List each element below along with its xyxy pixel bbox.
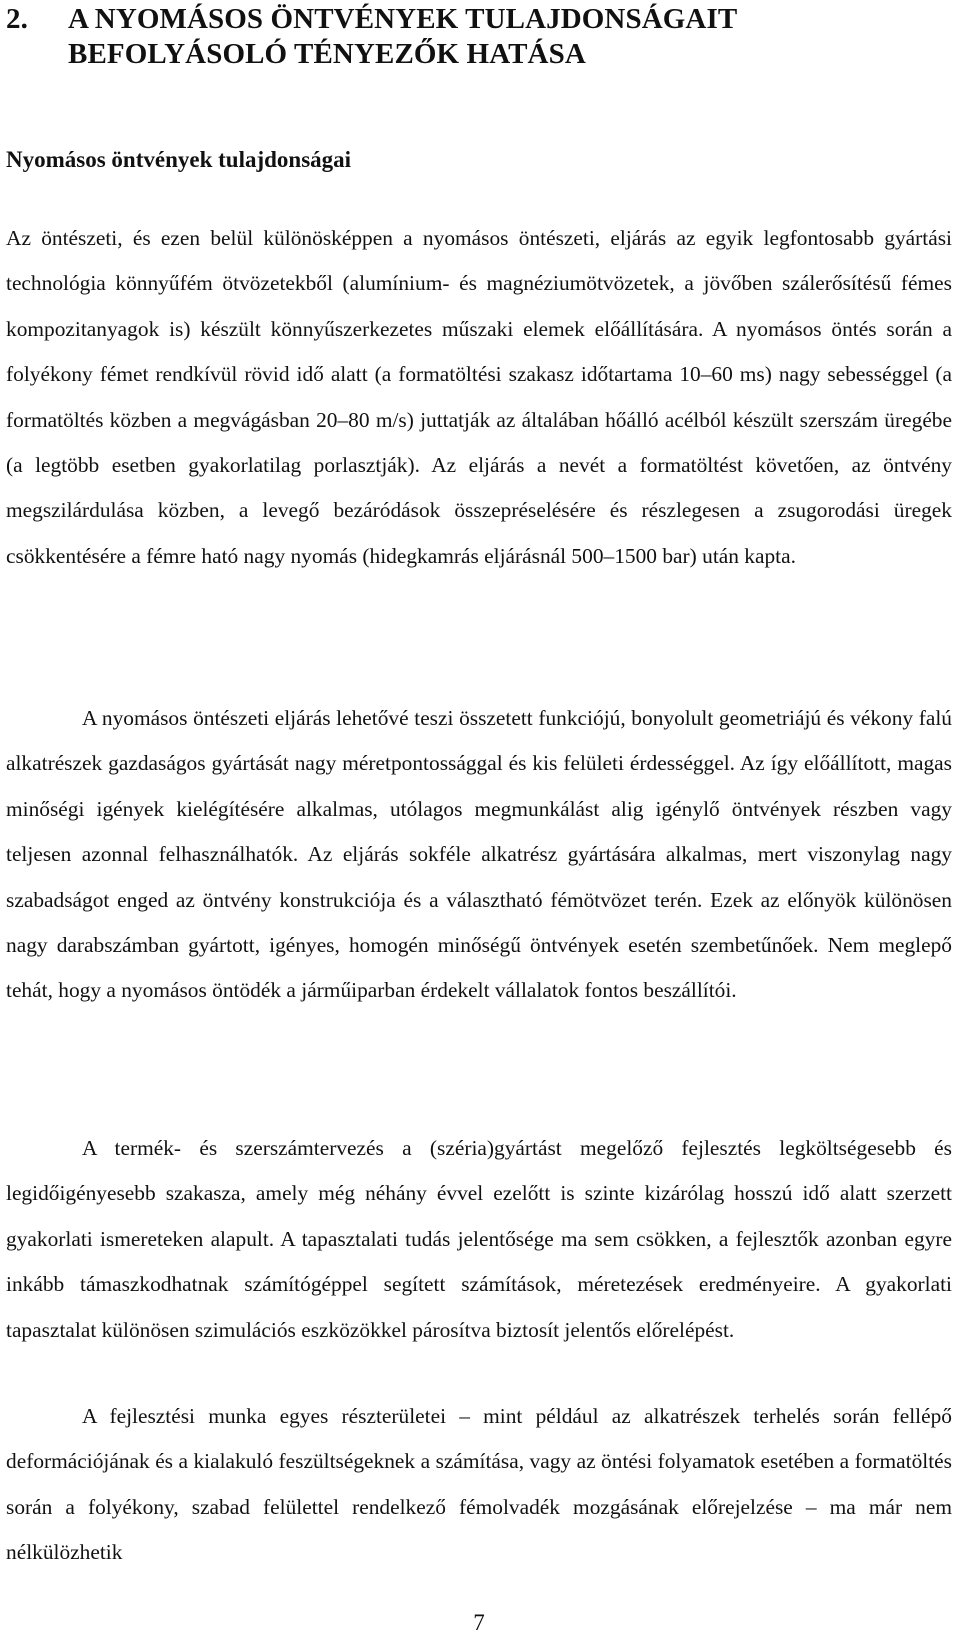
chapter-number: 2.	[6, 3, 28, 35]
paragraph-1: Az öntészeti, és ezen belül különösképpen a nyomásos öntészeti, eljárás az egyik legfontosabb gyártási technológia könnyűfém ötvözetekből (alumínium- és magnéziumötvözetek, a jövőben szálerősítésű fémes kompozitanyagok is) készült könnyűszerkezetes műszaki elemek előállítására. A nyomásos öntés során a folyékony fémet rendkívül rövid idő alatt (a formatöltési szakasz időtartama 10–60 ms) nagy sebességgel (a formatöltés közben a megvágásban 20–80 m/s) juttatják az általában hőálló acélból készült szerszám üregébe (a legtöbb esetben gyakorlatilag porlasztják). Az eljárás a nevét a formatöltést követően, az öntvény megszilárdulása közben, a levegő bezáródások összepréselésére és részlegesen a zsugorodási üregek csökkentésére a fémre ható nagy nyomás (hidegkamrás eljárásnál 500–1500 bar) után kapta.	[6, 226, 952, 568]
paragraph-4: A fejlesztési munka egyes részterületei – mint például az alkatrészek terhelés során fellépő deformációjának és a kialakuló feszültségeknek a számítása, vagy az öntési folyamatok esetében a formatöltés során a folyékony, szabad felülettel rendelkező fémolvadék mozgásának előrejelzése – ma már nem nélkülözhetik	[6, 1404, 952, 1565]
chapter-heading	[6, 2, 952, 72]
chapter-title-line-1: A NYOMÁSOS ÖNTVÉNYEK TULAJDONSÁGAIT	[68, 3, 738, 35]
page-number: 7	[473, 1610, 485, 1635]
paragraph-3: A termék- és szerszámtervezés a (széria)gyártást megelőző fejlesztés legköltségesebb és legidőigényesebb szakasza, amely még néhány évvel ezelőtt is szinte kizárólag hosszú idő alatt szerzett gyakorlati ismereteken alapult. A tapasztalati tudás jelentősége ma sem csökken, a fejlesztők azonban egyre inkább támaszkodhatnak számítógéppel segített számítások, méretezések eredményeire. A gyakorlati tapasztalat különösen szimulációs eszközökkel párosítva biztosít jelentős előrelépést.	[6, 1136, 952, 1342]
chapter-title-line-2: BEFOLYÁSOLÓ TÉNYEZŐK HATÁSA	[68, 38, 586, 70]
paragraph-2: A nyomásos öntészeti eljárás lehetővé teszi összetett funkciójú, bonyolult geometriájú és vékony falú alkatrészek gazdaságos gyártását nagy méretpontossággal és kis felületi érdességgel. Az így előállított, magas minőségi igények kielégítésére alkalmas, utólagos megmunkálást alig igénylő öntvények részben vagy teljesen azonnal felhasználhatók. Az eljárás sokféle alkatrész gyártására alkalmas, mert viszonylag nagy szabadságot enged az öntvény konstrukciója és a választható fémötvözet terén. Ezek az előnyök különösen nagy darabszámban gyártott, igényes, homogén minőségű öntvények esetén szembetűnőek. Nem meglepő tehát, hogy a nyomásos öntödék a járműiparban érdekelt vállalatok fontos beszállítói.	[6, 706, 952, 1003]
section-heading: Nyomásos öntvények tulajdonságai	[6, 147, 352, 172]
